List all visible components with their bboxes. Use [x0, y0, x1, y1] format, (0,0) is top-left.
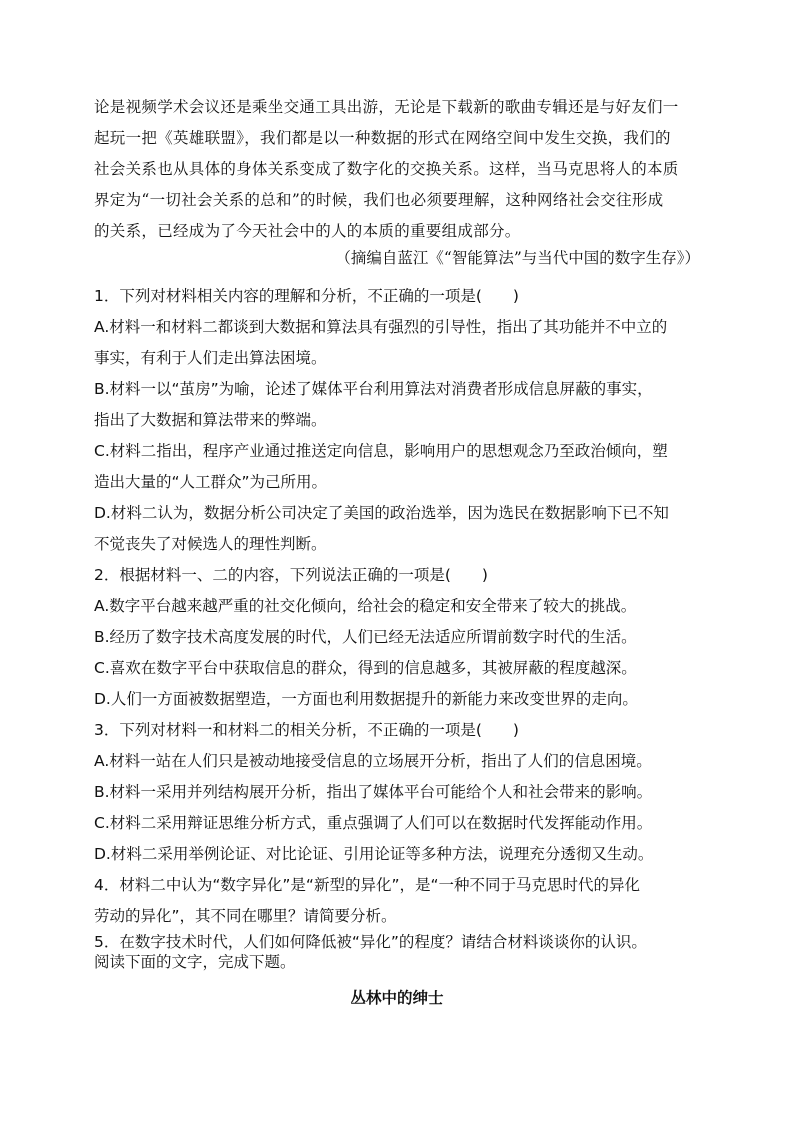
passage-line: 起玩一把《英雄联盟》，我们都是以一种数据的形式在网络空间中发生交换，我们的 [94, 129, 671, 147]
question-3-option-c: C.材料二采用辩证思维分析方式，重点强调了人们可以在数据时代发挥能动作用。 [94, 814, 653, 832]
question-2-option-a: A.数字平台越来越严重的社交化倾向，给社会的稳定和安全带来了较大的挑战。 [94, 597, 637, 615]
question-1-option-c-cont: 造出大量的“人工群众”为己所用。 [94, 473, 328, 491]
question-4-stem-cont: 劳动的异化”，其不同在哪里？请简要分析。 [94, 907, 397, 925]
question-2-stem: 2．根据材料一、二的内容，下列说法正确的一项是( ) [94, 566, 488, 584]
question-2-option-c: C.喜欢在数字平台中获取信息的群众，得到的信息越多，其被屏蔽的程度越深。 [94, 659, 637, 677]
passage-line: 界定为“一切社会关系的总和”的时候，我们也必须要理解，这种网络社会交往形成 [94, 191, 664, 209]
question-1-stem: 1．下列对材料相关内容的理解和分析，不正确的一项是( ) [94, 287, 519, 305]
question-2-option-b: B.经历了数字技术高度发展的时代，人们已经无法适应所谓前数字时代的生活。 [94, 628, 637, 646]
question-1-option-a-cont: 事实，有利于人们走出算法困境。 [94, 349, 327, 367]
passage-line: 社会关系也从具体的身体关系变成了数字化的交换关系。这样，当马克思将人的本质 [94, 160, 679, 178]
question-3-option-a: A.材料一站在人们只是被动地接受信息的立场展开分析，指出了人们的信息困境。 [94, 752, 652, 770]
passage-line: 的关系，已经成为了今天社会中的人的本质的重要组成部分。 [94, 222, 521, 240]
question-1-option-b: B.材料一以“茧房”为喻，论述了媒体平台利用算法对消费者形成信息屏蔽的事实， [94, 380, 653, 398]
question-4-stem: 4．材料二中认为“数字异化”是“新型的异化”，是“一种不同于马克思时代的异化 [94, 876, 641, 894]
reading-instruction: 阅读下面的文字，完成下题。 [94, 953, 296, 971]
question-list [94, 281, 700, 972]
next-passage-title: 丛林中的绅士 [350, 988, 444, 1007]
question-3-option-d: D.材料二采用举例论证、对比论证、引用论证等多种方法，说理充分透彻又生动。 [94, 845, 654, 863]
question-1-option-d: D.材料二认为，数据分析公司决定了美国的政治选举，因为选民在数据影响下已不知 [94, 504, 669, 522]
question-3-stem: 3．下列对材料一和材料二的相关分析，不正确的一项是( ) [94, 721, 519, 739]
passage-source: （摘编自蓝江《“智能算法”与当代中国的数字生存》） [335, 249, 700, 267]
question-1-option-d-cont: 不觉丧失了对候选人的理性判断。 [94, 535, 327, 553]
question-2-option-d: D.人们一方面被数据塑造，一方面也利用数据提升的新能力来改变世界的走向。 [94, 690, 638, 708]
reading-passage [94, 92, 700, 247]
question-1-option-b-cont: 指出了大数据和算法带来的弊端。 [94, 411, 327, 429]
question-5-stem: 5．在数字技术时代，人们如何降低被“异化”的程度？请结合材料谈谈你的认识。 [94, 933, 647, 951]
passage-line: 论是视频学术会议还是乘坐交通工具出游，无论是下载新的歌曲专辑还是与好友们一 [94, 98, 679, 116]
question-1-option-a: A.材料一和材料二都谈到大数据和算法具有强烈的引导性，指出了其功能并不中立的 [94, 318, 668, 336]
question-3-option-b: B.材料一采用并列结构展开分析，指出了媒体平台可能给个人和社会带来的影响。 [94, 783, 653, 801]
question-1-option-c: C.材料二指出，程序产业通过推送定向信息，影响用户的思想观念乃至政治倾向，塑 [94, 442, 668, 460]
